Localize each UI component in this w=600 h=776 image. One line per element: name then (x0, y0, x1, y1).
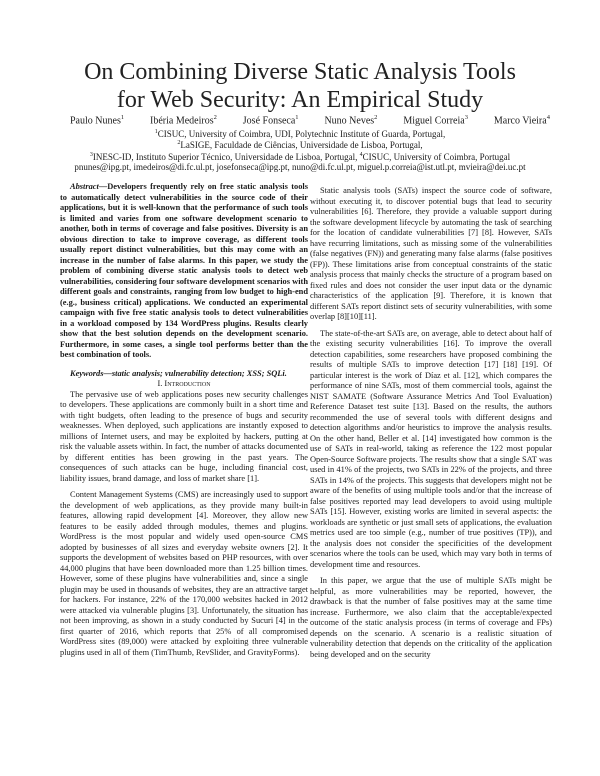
affiliation-2: $^2$LaSIGE, Faculdade de Ciências, Universidade de Lisboa, Portugal, (177, 140, 423, 150)
author: Marco Vieira$^4$ (493, 114, 550, 127)
author: Paulo Nunes$^1$ (70, 114, 125, 127)
paragraph: Static analysis tools (SATs) inspect the source code of software, without executing it, to discover potential bugs that lead to security vulnerabilities [6]. Therefore, they provide a valuable support during the software development lifecycle by automating the task of searching for the location of candidate vulnerabilities [7] [8]. However, SATs have recurring limitations, such as missing some of the vulnerabilities (false negatives (FN)) and generating many false alarms (false positives (FP)). These limitations arise from conceptual constraints of the static analysis process that mainly checks the structure of a program based on fixed rules and does not consider the user input data or the dynamic characteristics of the application [9]. Therefore, it is known that different SATs report distinct sets of security vulnerabilities, with some overlap [8][10][11]. (310, 186, 552, 321)
left-column (60, 182, 308, 658)
author-list (70, 114, 550, 126)
right-column (310, 186, 552, 660)
affiliation-3-4: $^3$INESC-ID, Instituto Superior Técnico, Universidade de Lisboa, Portugal, $^4$CISUC, University of Coimbra, Portugal (89, 152, 511, 162)
paragraph: In this paper, we argue that the use of multiple SATs might be helpful, as more vulnerabilities may be reported, however, the drawback is that the number of false positives may at the same time increase. Furthermore, we also claim that the acceptable/expected outcome of the static analysis process (in terms of coverage and FPs) depends on the scenario. A scenario is a realistic situation of vulnerability detection that depends on the criticality of the application being developed and on the security (310, 576, 552, 659)
author-emails: pnunes@ipg.pt, imedeiros@di.fc.ul.pt, josefonseca@ipg.pt, nuno@di.fc.ul.pt, miguel.p.correia@ist.utl.pt, mvieira@dei.uc.pt (74, 162, 526, 172)
paragraph: Content Management Systems (CMS) are increasingly used to support the development of web applications, as they provide many built-in features, allowing rapid development [4]. Moreover, they allow new features to be easily added through modules, themes and plugins. WordPress is the most popular and widely used open-source CMS adopted by businesses of all sizes and everyday website owners [2]. It supports the development of websites based on PHP resources, with over 44,000 plugins that have been downloaded more than 1.25 billion times. However, some of these plugins have vulnerabilities and, since a single plugin may be used in thousands of websites, they are an attractive target for hackers. For instance, 22% of the 170,000 websites hacked in 2012 were attacked via vulnerable plugins [3]. Unfortunately, the situation has not been improving, as shown in a study conducted by Sucuri [4] in the first quarter of 2016, which reports that 25% of all compromised WordPress sites (89,000) were attacked by exploiting three vulnerable plugins used in all of them (TimThumb, RevSlider, and GravityForms). (60, 490, 308, 657)
paper-title (40, 58, 560, 114)
affiliation-1: $^1$CISUC, University of Coimbra, UDI, Polytechnic Institute of Guarda, Portugal, (154, 129, 446, 139)
keywords: Keywords—static analysis; vulnerability detection; XSS; SQLi. (70, 368, 287, 378)
abstract: Abstract—Developers frequently rely on free static analysis tools to automatically detect vulnerabilities in the source code of their applications, but it is well-known that the performance of such tools is limited and varies from one software development scenario to another, both in terms of coverage and false positives. Diversity is an obvious direction to take to improve coverage, as different tools usually report distinct vulnerabilities, but this may come with an increase in the number of false alarms. In this paper, we study the problem of combining diverse static analysis tools to detect web vulnerabilities, considering four software development scenarios with different goals and constraints, ranging from low budget to high-end (e.g., business critical) applications. We conducted an experimental campaign with five free static analysis tools to detect vulnerabilities in a workload composed by 134 WordPress plugins. Results clearly show that the best solution depends on the development scenario. Furthermore, in some cases, a single tool performs better than the best combination of tools. (60, 182, 308, 359)
paragraph: The pervasive use of web applications poses new security challenges to developers. These applications are commonly built in a short time and with tight budgets, often leading to the presence of bugs and security weaknesses. When deployed, such applications are instantly exposed to millions of Internet users, and may be exploited by hackers, putting at risk the valuable assets within. In fact, the number of attacks documented by different entities has been growing in the past years. The consequences of such attacks can be huge, including financial cost, liability issues, brand damage, and loss of market share [1]. (60, 389, 308, 483)
author: Miguel Correia$^3$ (403, 114, 468, 127)
section-heading-introduction: I. Introduction (157, 379, 211, 388)
paragraph: The state-of-the-art SATs are, on average, able to detect about half of the existing security vulnerabilities [16]. To improve the overall detection capabilities, some researchers have proposed combining the results of multiple SATs to improve detection [17] [18] [19]. Of particular interest is the work of Díaz et al. [12], which compares the performance of nine SATs, most of them commercial tools, against the NIST SAMATE (Software Assurance Metrics And Tool Evaluation) Reference Dataset test suite [13]. Based on the results, the authors recommended the use of several tools with different designs and detection algorithms and/or heuristics to improve the analysis results. On the other hand, Beller et al. [14] investigated how common is the use of SATs in real-world, taking as reference the 122 most popular Open-Source Software projects. The results show that a single SAT was used in 41% of the projects, two SATs in 22% of the projects, and three SATs in 14% of the projects. This suggests that developers might not be aware of the benefits of using multiple tools and/or that the increase of false positives reported may lead developers to avoid using multiple SATs [15]. However, existing works are limited in several aspects: the workloads are synthetic or just small sets of applications, the evaluation metrics used are too simple (e.g., number of true positives (TP)), and the analysis does not consider the specificities of the development scenarios where the tools can be used, which may vary both in terms of development time and resources. (310, 328, 552, 569)
author: José Fonseca$^1$ (242, 114, 299, 127)
title-line-2: for Web Security: An Empirical Study (116, 87, 484, 113)
author: Nuno Neves$^2$ (324, 114, 378, 127)
title-line-1: On Combining Diverse Static Analysis Tools (84, 59, 516, 85)
author: Ibéria Medeiros$^2$ (150, 114, 217, 127)
